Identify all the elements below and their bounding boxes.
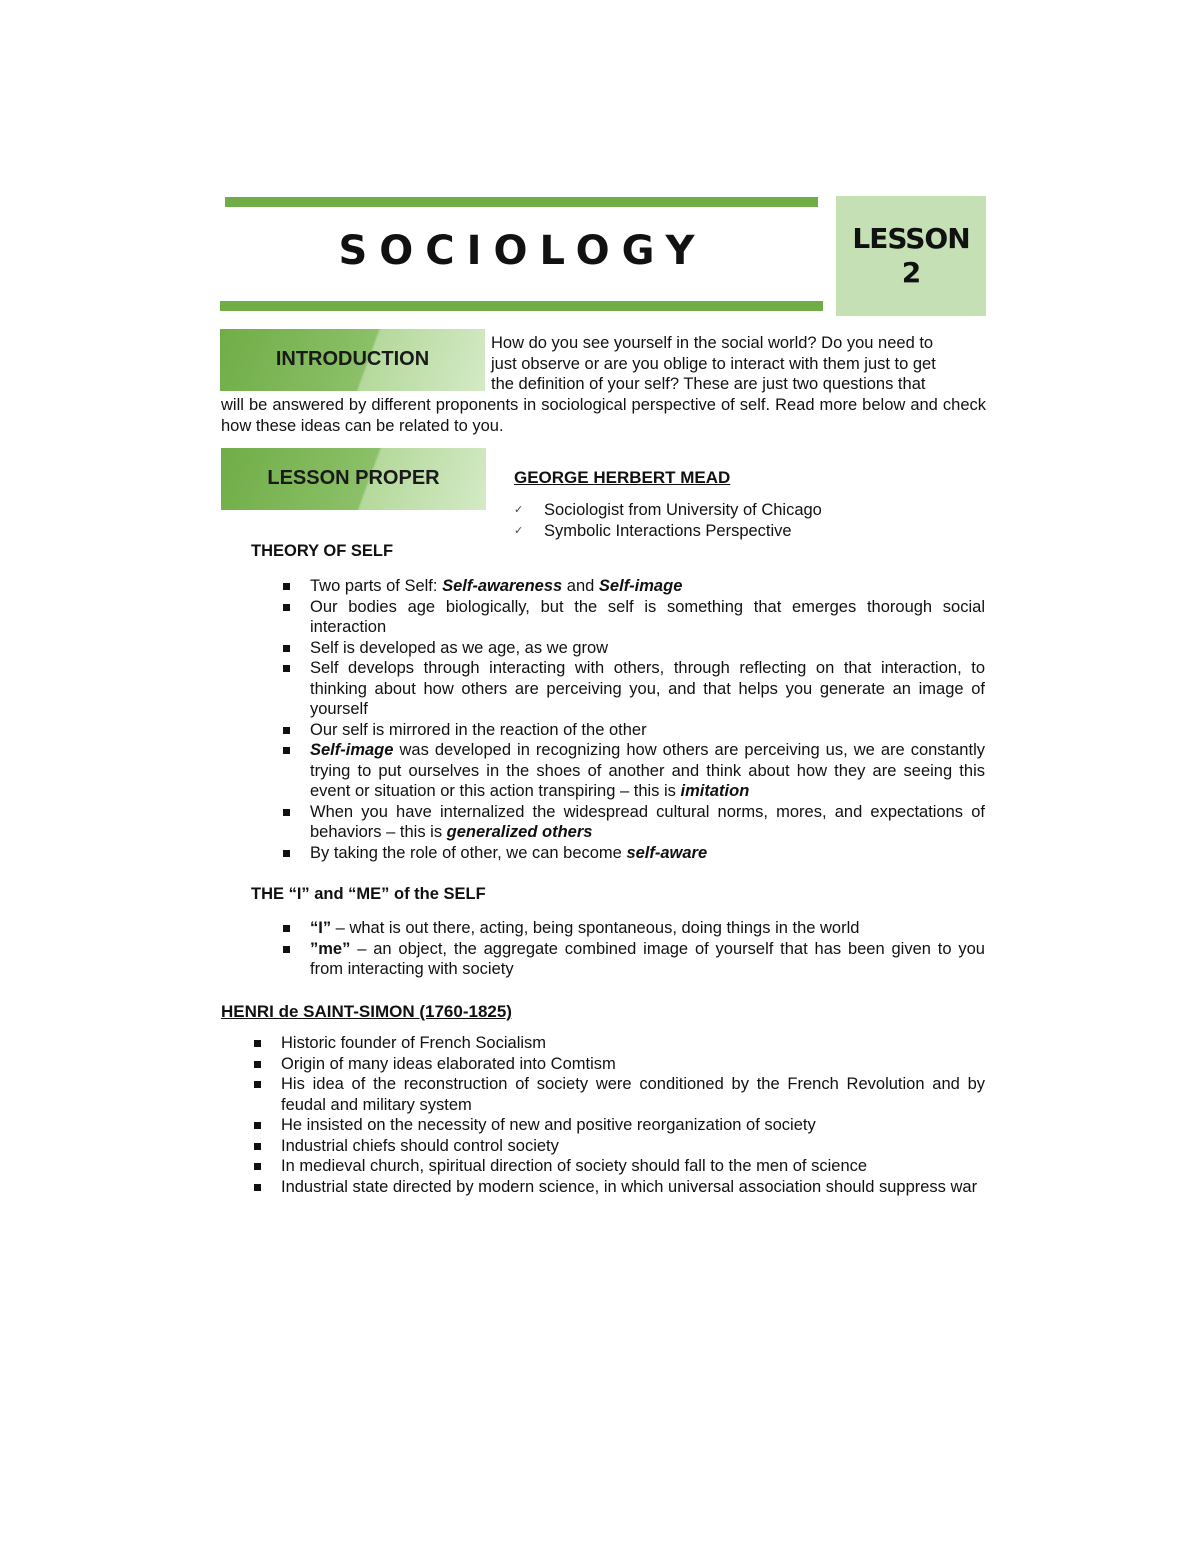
square-bullet-icon — [254, 1184, 261, 1191]
list-item: Origin of many ideas elaborated into Comtism — [253, 1054, 985, 1075]
bottom-green-rule — [220, 301, 823, 311]
intro-paragraph: will be answered by different proponents in sociological perspective of self. Read more below and check how these ideas can be related to you. — [221, 396, 986, 435]
list-item: His idea of the reconstruction of society were conditioned by the French Revolution and by feudal and military system — [253, 1074, 985, 1115]
list-item: ”me” – an object, the aggregate combined image of yourself that has been given to you from interacting with society — [282, 939, 985, 980]
theory-heading: THEORY OF SELF — [251, 542, 394, 560]
list-item: Our self is mirrored in the reaction of the other — [282, 720, 985, 741]
list-item: Industrial state directed by modern science, in which universal association should suppress war — [253, 1177, 985, 1198]
square-bullet-icon — [283, 925, 290, 932]
lesson-badge — [836, 196, 986, 316]
list-item: Self develops through interacting with others, through reflecting on that interaction, to thinking about how others are perceiving you, and that helps you generate an image of yourself — [282, 658, 985, 720]
square-bullet-icon — [283, 645, 290, 652]
list-item: ✓ Symbolic Interactions Perspective — [514, 522, 792, 540]
list-item: When you have internalized the widespread cultural norms, mores, and expectations of behaviors – this is generalized others — [282, 802, 985, 843]
mead-points — [514, 500, 964, 542]
introduction-banner — [220, 329, 485, 391]
lesson-proper-banner — [221, 448, 486, 510]
square-bullet-icon — [283, 604, 290, 611]
page-title: SOCIOLOGY — [338, 228, 707, 274]
list-item: In medieval church, spiritual direction of society should fall to the men of science — [253, 1156, 985, 1177]
mead-heading: GEORGE HERBERT MEAD — [514, 468, 731, 487]
lesson-number: 2 — [901, 256, 921, 289]
check-icon: ✓ — [514, 504, 524, 516]
intro-line-3: the definition of your self? These are just two questions that — [491, 375, 926, 393]
list-item: By taking the role of other, we can become self-aware — [282, 843, 985, 864]
square-bullet-icon — [254, 1061, 261, 1068]
list-item: Two parts of Self: Self-awareness and Self-image — [282, 576, 985, 597]
square-bullet-icon — [283, 583, 290, 590]
i-me-heading: THE “I” and “ME” of the SELF — [251, 885, 486, 903]
square-bullet-icon — [254, 1143, 261, 1150]
square-bullet-icon — [283, 747, 290, 754]
square-bullet-icon — [254, 1040, 261, 1047]
theory-list — [282, 576, 985, 863]
lesson-proper-label: LESSON PROPER — [267, 467, 440, 489]
list-item: ✓ Sociologist from University of Chicago — [514, 501, 822, 519]
square-bullet-icon — [254, 1081, 261, 1088]
list-item: Historic founder of French Socialism — [253, 1033, 985, 1054]
list-item: Self is developed as we age, as we grow — [282, 638, 985, 659]
square-bullet-icon — [254, 1122, 261, 1129]
lesson-word: LESSON — [852, 222, 970, 255]
saint-simon-list — [253, 1033, 985, 1197]
square-bullet-icon — [283, 946, 290, 953]
check-icon: ✓ — [514, 525, 524, 537]
i-me-list — [282, 918, 985, 980]
list-item: Our bodies age biologically, but the self is something that emerges thorough social interaction — [282, 597, 985, 638]
saint-simon-heading: HENRI de SAINT-SIMON (1760-1825) — [221, 1002, 512, 1021]
square-bullet-icon — [283, 809, 290, 816]
list-item: He insisted on the necessity of new and positive reorganization of society — [253, 1115, 985, 1136]
introduction-label: INTRODUCTION — [275, 348, 430, 370]
square-bullet-icon — [254, 1163, 261, 1170]
top-green-rule — [225, 197, 818, 207]
square-bullet-icon — [283, 850, 290, 857]
list-item: Self-image was developed in recognizing how others are perceiving us, we are constantly trying to put ourselves in the shoes of another and think about how they are seeing this event or situation or this action transpiring – this is imitation — [282, 740, 985, 802]
square-bullet-icon — [283, 727, 290, 734]
list-item: Industrial chiefs should control society — [253, 1136, 985, 1157]
square-bullet-icon — [283, 665, 290, 672]
list-item: “I” – what is out there, acting, being spontaneous, doing things in the world — [282, 918, 985, 939]
intro-line-1: How do you see yourself in the social world? Do you need to — [491, 334, 934, 352]
intro-line-2: just observe or are you oblige to interact with them just to get — [491, 355, 936, 373]
